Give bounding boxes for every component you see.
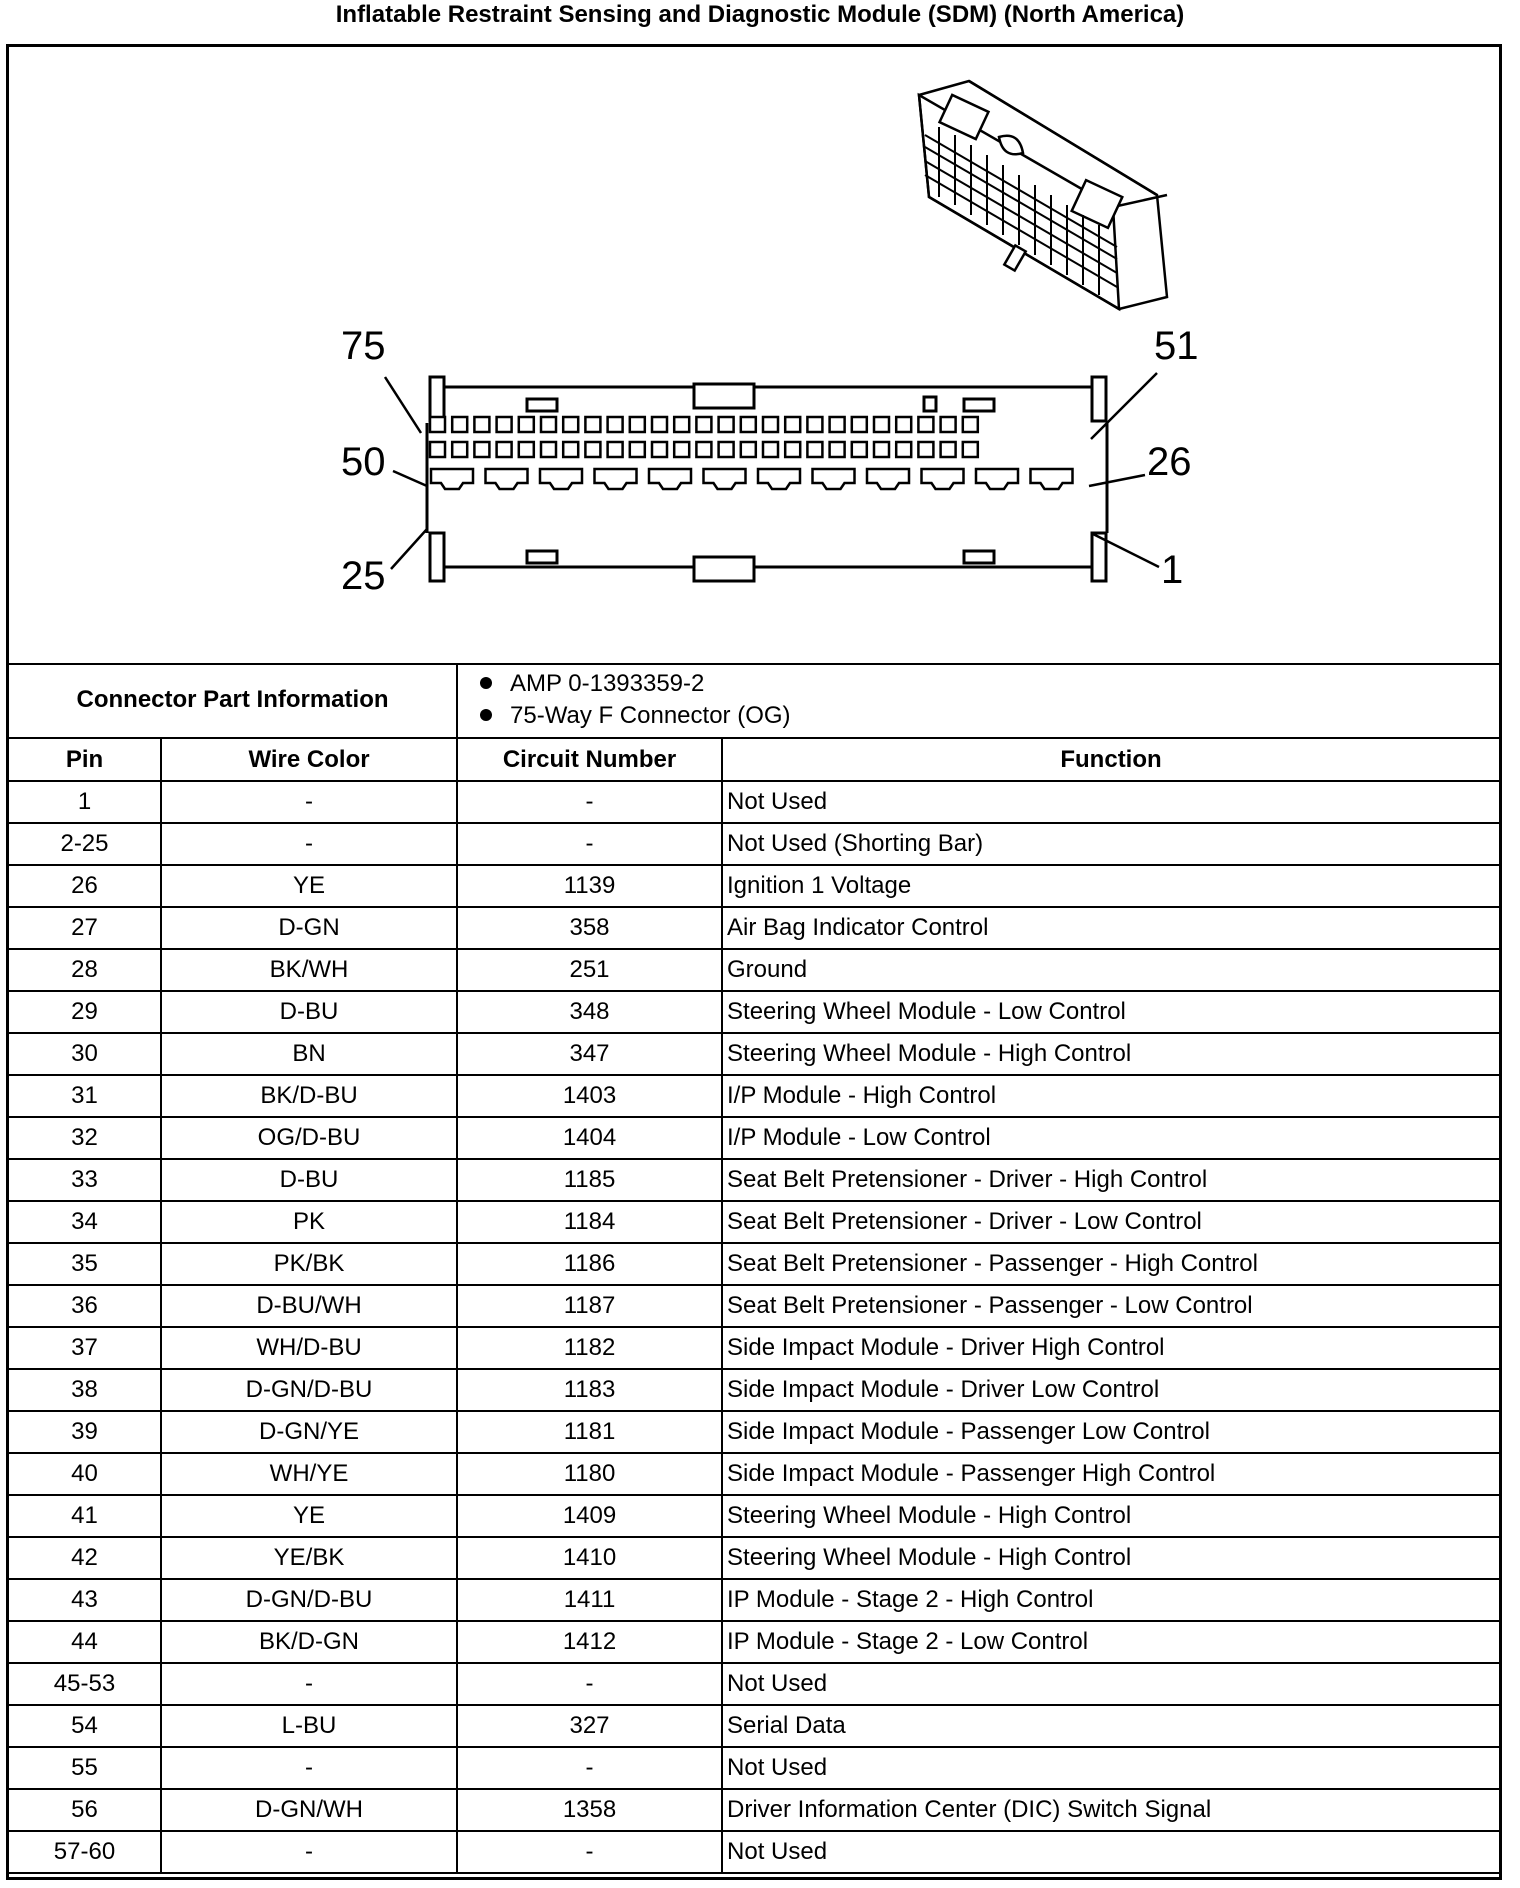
- cell-function: Not Used: [722, 1747, 1499, 1789]
- document-frame: [6, 44, 1502, 1880]
- column-header-pin: Pin: [9, 738, 161, 781]
- table-row: [9, 823, 1499, 865]
- cell-wire-color: -: [161, 1663, 457, 1705]
- cell-pin: 56: [9, 1789, 161, 1831]
- part-info-item: 75-Way F Connector (OG): [480, 700, 1499, 732]
- cell-wire-color: D-BU: [161, 991, 457, 1033]
- pin-cavity: [896, 417, 911, 432]
- cell-wire-color: -: [161, 1747, 457, 1789]
- cell-circuit-number: 1409: [457, 1495, 722, 1537]
- cell-circuit-number: 1412: [457, 1621, 722, 1663]
- pin-cavity: [785, 442, 800, 457]
- cell-function: Ignition 1 Voltage: [722, 865, 1499, 907]
- cell-wire-color: PK/BK: [161, 1243, 457, 1285]
- connector-diagram: [9, 47, 1499, 663]
- connector-diagram-area: [9, 47, 1499, 665]
- cell-wire-color: D-GN/D-BU: [161, 1369, 457, 1411]
- pin-cavity: [541, 417, 556, 432]
- pin-cavity: [585, 442, 600, 457]
- cell-circuit-number: -: [457, 1831, 722, 1873]
- cell-pin: 44: [9, 1621, 161, 1663]
- cell-function: Air Bag Indicator Control: [722, 907, 1499, 949]
- table-row: [9, 1201, 1499, 1243]
- cell-wire-color: D-GN/YE: [161, 1411, 457, 1453]
- cell-pin: 34: [9, 1201, 161, 1243]
- pin-cavity: [696, 417, 711, 432]
- pin-cavity: [874, 417, 889, 432]
- cell-wire-color: D-GN/D-BU: [161, 1579, 457, 1621]
- cell-circuit-number: -: [457, 1663, 722, 1705]
- pin-cavity: [674, 442, 689, 457]
- cell-pin: 2-25: [9, 823, 161, 865]
- cell-wire-color: BK/D-BU: [161, 1075, 457, 1117]
- pin-cavity: [785, 417, 800, 432]
- pin-cavity: [830, 442, 845, 457]
- cell-function: Steering Wheel Module - High Control: [722, 1033, 1499, 1075]
- terminal-cavity: [1031, 469, 1073, 489]
- terminal-cavity: [976, 469, 1018, 489]
- cell-function: Side Impact Module - Passenger High Control: [722, 1453, 1499, 1495]
- part-info-list: [457, 663, 1499, 738]
- cell-wire-color: YE: [161, 1495, 457, 1537]
- table-row: [9, 1705, 1499, 1747]
- pin-label-51: 51: [1154, 324, 1199, 368]
- cell-circuit-number: 1139: [457, 865, 722, 907]
- column-header-circuit-number: Circuit Number: [457, 738, 722, 781]
- pin-cavity: [430, 417, 445, 432]
- terminal-cavity: [649, 469, 691, 489]
- pin-cavity: [474, 442, 489, 457]
- pin-cavity: [719, 417, 734, 432]
- cell-pin: 55: [9, 1747, 161, 1789]
- cell-wire-color: BK/WH: [161, 949, 457, 991]
- cell-function: Side Impact Module - Passenger Low Control: [722, 1411, 1499, 1453]
- pin-cavity: [674, 417, 689, 432]
- pin-cavity: [452, 417, 467, 432]
- table-row: [9, 1159, 1499, 1201]
- pin-cavity: [563, 417, 578, 432]
- pin-cavity: [852, 417, 867, 432]
- terminal-cavity: [813, 469, 855, 489]
- terminal-cavity: [867, 469, 909, 489]
- cell-circuit-number: 1180: [457, 1453, 722, 1495]
- cell-pin: 33: [9, 1159, 161, 1201]
- cell-pin: 41: [9, 1495, 161, 1537]
- cell-function: Seat Belt Pretensioner - Passenger - High Control: [722, 1243, 1499, 1285]
- pin-label-50: 50: [341, 440, 386, 484]
- cell-circuit-number: -: [457, 781, 722, 823]
- cell-function: Steering Wheel Module - Low Control: [722, 991, 1499, 1033]
- table-row: [9, 991, 1499, 1033]
- table-row: [9, 949, 1499, 991]
- cell-function: Serial Data: [722, 1705, 1499, 1747]
- cell-pin: 42: [9, 1537, 161, 1579]
- cell-circuit-number: 1186: [457, 1243, 722, 1285]
- cell-pin: 35: [9, 1243, 161, 1285]
- pin-cavity: [630, 442, 645, 457]
- cell-function: Driver Information Center (DIC) Switch Signal: [722, 1789, 1499, 1831]
- cell-function: Not Used: [722, 1663, 1499, 1705]
- cell-circuit-number: 348: [457, 991, 722, 1033]
- part-info-label: Connector Part Information: [9, 663, 457, 738]
- connector-3d-illustration: [919, 81, 1167, 309]
- pin-cavity: [830, 417, 845, 432]
- table-row: [9, 1327, 1499, 1369]
- cell-circuit-number: 1187: [457, 1285, 722, 1327]
- cell-function: IP Module - Stage 2 - High Control: [722, 1579, 1499, 1621]
- cell-wire-color: D-BU: [161, 1159, 457, 1201]
- pin-cavity: [563, 442, 578, 457]
- pin-cavity: [852, 442, 867, 457]
- table-row: [9, 1495, 1499, 1537]
- cell-circuit-number: 1184: [457, 1201, 722, 1243]
- cell-pin: 57-60: [9, 1831, 161, 1873]
- cell-circuit-number: 1181: [457, 1411, 722, 1453]
- cell-pin: 29: [9, 991, 161, 1033]
- pin-cavity: [941, 442, 956, 457]
- cell-wire-color: D-GN/WH: [161, 1789, 457, 1831]
- cell-function: Ground: [722, 949, 1499, 991]
- terminal-cavity: [758, 469, 800, 489]
- pin-cavity: [474, 417, 489, 432]
- cell-wire-color: -: [161, 1831, 457, 1873]
- pin-cavity: [541, 442, 556, 457]
- table-row: [9, 781, 1499, 823]
- column-header-function: Function: [722, 738, 1499, 781]
- pin-cavity: [696, 442, 711, 457]
- table-row: [9, 1537, 1499, 1579]
- cell-wire-color: WH/D-BU: [161, 1327, 457, 1369]
- pin-label-26: 26: [1147, 440, 1192, 484]
- terminal-cavity: [540, 469, 582, 489]
- pin-cavity: [741, 442, 756, 457]
- column-header-wire-color: Wire Color: [161, 738, 457, 781]
- cell-wire-color: D-BU/WH: [161, 1285, 457, 1327]
- cell-wire-color: WH/YE: [161, 1453, 457, 1495]
- table-row: [9, 1831, 1499, 1873]
- cell-function: Side Impact Module - Driver High Control: [722, 1327, 1499, 1369]
- cell-wire-color: PK: [161, 1201, 457, 1243]
- cell-function: Side Impact Module - Driver Low Control: [722, 1369, 1499, 1411]
- cell-wire-color: L-BU: [161, 1705, 457, 1747]
- cell-circuit-number: 1411: [457, 1579, 722, 1621]
- cell-pin: 37: [9, 1327, 161, 1369]
- cell-wire-color: D-GN: [161, 907, 457, 949]
- part-info-item: AMP 0-1393359-2: [480, 668, 1499, 700]
- pin-cavity: [608, 417, 623, 432]
- cell-pin: 38: [9, 1369, 161, 1411]
- pin-grid: [430, 417, 1073, 489]
- pin-cavity: [918, 417, 933, 432]
- pin-cavity: [585, 417, 600, 432]
- cell-circuit-number: 1403: [457, 1075, 722, 1117]
- terminal-cavity: [922, 469, 964, 489]
- table-row: [9, 1789, 1499, 1831]
- cell-pin: 54: [9, 1705, 161, 1747]
- cell-pin: 32: [9, 1117, 161, 1159]
- pin-cavity: [630, 417, 645, 432]
- cell-pin: 26: [9, 865, 161, 907]
- cell-wire-color: YE: [161, 865, 457, 907]
- table-row: [9, 865, 1499, 907]
- pin-cavity: [719, 442, 734, 457]
- terminal-cavity: [431, 469, 473, 489]
- pin-cavity: [652, 417, 667, 432]
- pin-cavity: [763, 442, 778, 457]
- table-row: [9, 1747, 1499, 1789]
- cell-function: Not Used: [722, 781, 1499, 823]
- table-row: [9, 1033, 1499, 1075]
- terminal-cavity: [595, 469, 637, 489]
- cell-wire-color: -: [161, 823, 457, 865]
- table-row: [9, 1579, 1499, 1621]
- cell-circuit-number: 327: [457, 1705, 722, 1747]
- cell-pin: 39: [9, 1411, 161, 1453]
- cell-wire-color: OG/D-BU: [161, 1117, 457, 1159]
- cell-function: Steering Wheel Module - High Control: [722, 1495, 1499, 1537]
- cell-circuit-number: 358: [457, 907, 722, 949]
- table-row: [9, 907, 1499, 949]
- cell-wire-color: BK/D-GN: [161, 1621, 457, 1663]
- cell-pin: 43: [9, 1579, 161, 1621]
- pinout-table: [9, 663, 1499, 1874]
- cell-circuit-number: 1404: [457, 1117, 722, 1159]
- cell-function: Seat Belt Pretensioner - Driver - High Control: [722, 1159, 1499, 1201]
- cell-circuit-number: 347: [457, 1033, 722, 1075]
- cell-pin: 40: [9, 1453, 161, 1495]
- table-row: [9, 1411, 1499, 1453]
- bullet-icon: [480, 709, 492, 721]
- pin-cavity: [807, 442, 822, 457]
- cell-function: I/P Module - Low Control: [722, 1117, 1499, 1159]
- cell-function: Seat Belt Pretensioner - Driver - Low Control: [722, 1201, 1499, 1243]
- pin-cavity: [807, 417, 822, 432]
- cell-function: Steering Wheel Module - High Control: [722, 1537, 1499, 1579]
- terminal-cavity: [486, 469, 528, 489]
- pin-label-1: 1: [1161, 548, 1184, 592]
- pin-cavity: [896, 442, 911, 457]
- cell-wire-color: -: [161, 781, 457, 823]
- cell-pin: 31: [9, 1075, 161, 1117]
- cell-pin: 30: [9, 1033, 161, 1075]
- table-row: [9, 1117, 1499, 1159]
- cell-circuit-number: 1410: [457, 1537, 722, 1579]
- pin-cavity: [430, 442, 445, 457]
- cell-pin: 28: [9, 949, 161, 991]
- pin-cavity: [741, 417, 756, 432]
- pin-cavity: [608, 442, 623, 457]
- table-row: [9, 1285, 1499, 1327]
- page-title: Inflatable Restraint Sensing and Diagnostic Module (SDM) (North America): [335, 1, 1185, 28]
- pin-cavity: [763, 417, 778, 432]
- cell-function: IP Module - Stage 2 - Low Control: [722, 1621, 1499, 1663]
- cell-pin: 27: [9, 907, 161, 949]
- table-row: [9, 1621, 1499, 1663]
- cell-wire-color: BN: [161, 1033, 457, 1075]
- cell-circuit-number: 1182: [457, 1327, 722, 1369]
- terminal-cavity: [704, 469, 746, 489]
- cell-pin: 36: [9, 1285, 161, 1327]
- bullet-icon: [480, 677, 492, 689]
- cell-pin: 1: [9, 781, 161, 823]
- cell-circuit-number: 1185: [457, 1159, 722, 1201]
- pin-cavity: [963, 442, 978, 457]
- pin-cavity: [519, 442, 534, 457]
- table-row: [9, 1075, 1499, 1117]
- pin-cavity: [497, 442, 512, 457]
- cell-wire-color: YE/BK: [161, 1537, 457, 1579]
- cell-circuit-number: 1183: [457, 1369, 722, 1411]
- table-row: [9, 1243, 1499, 1285]
- pin-cavity: [963, 417, 978, 432]
- pin-cavity: [519, 417, 534, 432]
- pin-cavity: [874, 442, 889, 457]
- pin-cavity: [452, 442, 467, 457]
- pin-cavity: [918, 442, 933, 457]
- cell-function: Not Used (Shorting Bar): [722, 823, 1499, 865]
- cell-function: Not Used: [722, 1831, 1499, 1873]
- cell-function: Seat Belt Pretensioner - Passenger - Low Control: [722, 1285, 1499, 1327]
- pin-cavity: [497, 417, 512, 432]
- table-header-row: [9, 738, 1499, 781]
- pin-label-75: 75: [341, 324, 386, 368]
- cell-circuit-number: 1358: [457, 1789, 722, 1831]
- cell-pin: 45-53: [9, 1663, 161, 1705]
- cell-circuit-number: -: [457, 823, 722, 865]
- table-row: [9, 1663, 1499, 1705]
- cell-function: I/P Module - High Control: [722, 1075, 1499, 1117]
- table-row: [9, 1453, 1499, 1495]
- part-info-row: [9, 663, 1499, 738]
- pin-cavity: [652, 442, 667, 457]
- cell-circuit-number: -: [457, 1747, 722, 1789]
- pin-label-25: 25: [341, 554, 386, 598]
- cell-circuit-number: 251: [457, 949, 722, 991]
- pin-cavity: [941, 417, 956, 432]
- table-row: [9, 1369, 1499, 1411]
